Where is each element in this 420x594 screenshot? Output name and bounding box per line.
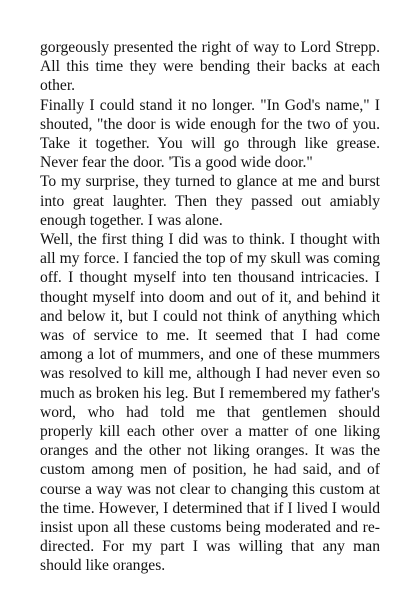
paragraph-2: Finally I could stand it no longer. "In God's name," I shouted, "the door is wide enough for the two of you. Take it together. You will go through like grease. Never fear the door. 'Tis a good wide door." xyxy=(40,96,380,172)
book-page xyxy=(40,38,380,576)
paragraph-1: gorgeously presented the right of way to Lord Strepp. All this time they were bending their backs at each other. xyxy=(40,39,380,95)
paragraph-4: Well, the first thing I did was to think. I thought with all my force. I fancied the top of my skull was coming off. I thought myself into ten thousand intricacies. I thought myself into doom and out of it, and behind it and below it, but I could not think of anything which was of service to me. It seemed that I had come among a lot of mummers, and one of these mummers was resolved to kill me, although I had never even so much as broken his leg. But I remembered my father's word, who had told me that gentlemen should properly kill each other over a matter of one liking oranges and the other not liking oranges. It was the custom among men of position, he had said, and of course a way was not clear to changing this custom at the time. However, I determined that if I lived I would insist upon all these customs being moderated and re-directed. For my part I was willing that any man should like oranges. xyxy=(40,231,380,575)
paragraph-3: To my surprise, they turned to glance at me and burst into great laughter. Then they passed out amiably enough together. I was alone. xyxy=(40,173,380,229)
